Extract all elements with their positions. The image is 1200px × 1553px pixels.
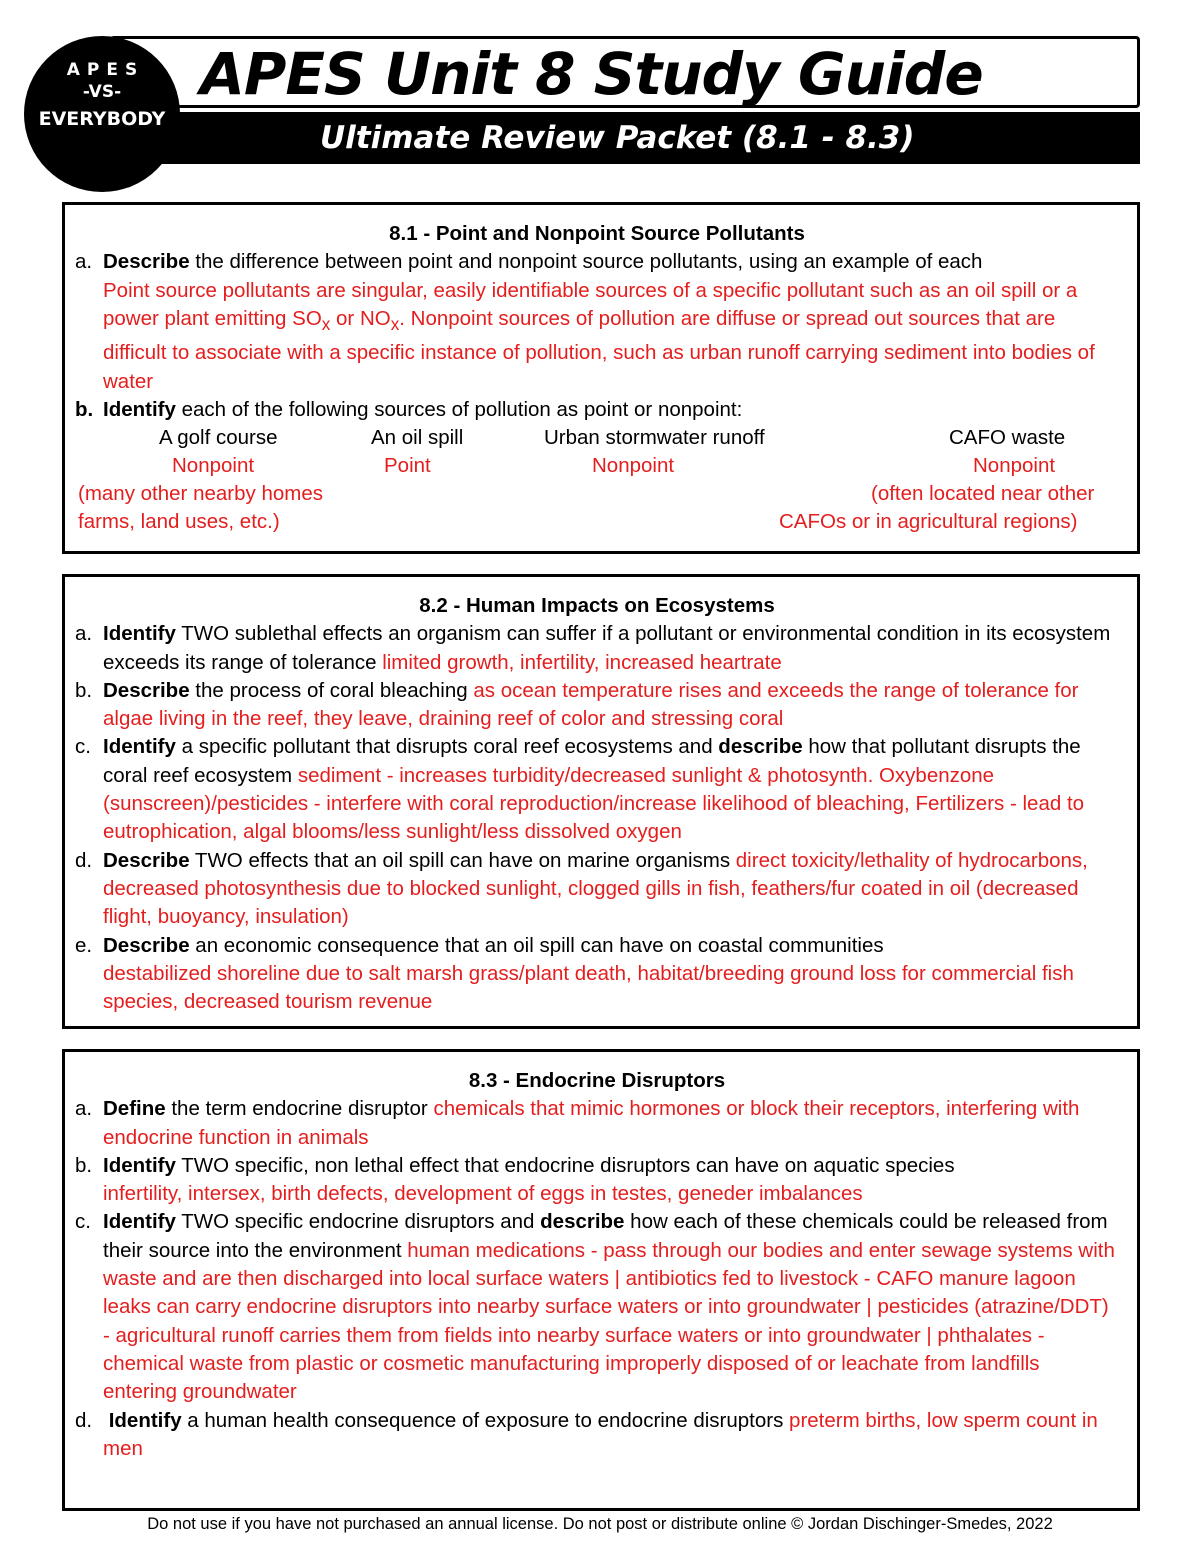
source-item: A golf course (159, 426, 278, 450)
question-d (75, 1407, 1119, 1464)
question-prompt: TWO sublethal effects an organism can suffer if a pollutant or environmental condition in its ecosystem exceeds its range of tolerance (103, 622, 1111, 674)
question-verb: Identify (103, 397, 176, 421)
question-prompt: a human health consequence of exposure to endocrine disruptors (181, 1408, 790, 1432)
source-item: CAFO waste (949, 426, 1066, 450)
note-text: (many other nearby homes (78, 482, 323, 506)
question-letter: b. (75, 1153, 93, 1177)
question-letter: b. (75, 678, 93, 702)
question-prompt: the difference between point and nonpoint source pollutants, using an example of each (189, 250, 983, 274)
question-verb: describe (540, 1210, 625, 1234)
section-title: 8.1 - Point and Nonpoint Source Pollutants (389, 222, 805, 245)
question-prompt: TWO specific endocrine disruptors and (175, 1210, 541, 1234)
question-verb: Identify (103, 1210, 176, 1234)
question-verb: Identify (108, 1408, 182, 1432)
question-letter: d. (75, 848, 93, 872)
section-8-3 (62, 1049, 1140, 1511)
question-letter: c. (75, 1210, 91, 1234)
classification-answer: Nonpoint (592, 454, 675, 478)
question-prompt: TWO specific, non lethal effect that endocrine disruptors can have on aquatic species (175, 1153, 955, 1177)
question-d (75, 847, 1119, 932)
question-prompt: TWO effects that an oil spill can have on marine organisms (189, 848, 736, 872)
answer-text: preterm births, low sperm count in men (103, 1408, 1098, 1460)
answer-text: destabilized shoreline due to salt marsh grass/plant death, habitat/breeding ground loss for commercial fish species, decreased tourism revenue (103, 961, 1074, 1014)
question-verb: Describe (103, 848, 190, 872)
question-prompt: the process of coral bleaching (189, 678, 474, 702)
classification-row (75, 452, 1119, 480)
question-prompt: how each of these chemicals could be released from their source into the environment (103, 1210, 1108, 1262)
question-letter: e. (75, 933, 93, 957)
answer-text: sediment - increases turbidity/decreased sunlight & photosynth. Oxybenzone (sunscreen)/pesticides - interfere with coral reproduction/increase likelihood of bleaching, Fertilizers - lead to eutrophication, algal blooms/less sunlight/less dissolved oxygen (103, 763, 1085, 844)
question-a (75, 620, 1119, 677)
answer-text: limited growth, infertility, increased heartrate (382, 650, 782, 674)
classification-answer: Nonpoint (973, 454, 1056, 478)
answer-text: Point source pollutants are singular, easily identifiable sources of a specific pollutant such as an oil spill or a power plant emitting $SO_x$ or $NO_x$. Nonpoint sources of pollution are diffuse or spread out sources that are difficult to associate with a specific instance of pollution, such as urban runoff carrying sediment into bodies of water (103, 278, 1095, 393)
page-title: APES Unit 8 Study Guide (200, 40, 983, 108)
classification-answer: Nonpoint (172, 454, 255, 478)
question-letter: b. (75, 397, 94, 421)
license-footer: Do not use if you have not purchased an annual license. Do not post or distribute online © Jordan Dischinger-Smedes, 2022 (147, 1515, 1053, 1533)
question-verb: Identify (103, 1153, 176, 1177)
logo-line-apes: APES (66, 60, 145, 80)
question-c (75, 1208, 1119, 1406)
page-subtitle: Ultimate Review Packet (8.1 - 8.3) (320, 120, 915, 156)
classification-answer: Point (384, 454, 431, 478)
question-letter: d. (75, 1408, 93, 1432)
source-item: An oil spill (371, 426, 464, 450)
section-8-2 (62, 574, 1140, 1029)
question-letter: c. (75, 735, 91, 759)
note-text: (often located near other (871, 482, 1095, 506)
question-verb: Identify (103, 622, 176, 646)
pollution-source-row (75, 424, 1119, 452)
answer-text: direct toxicity/lethality of hydrocarbons, decreased photosynthesis due to blocked sunlight, clogged gills in fish, feathers/fur coated in oil (decreased flight, buoyancy, insulation) (103, 848, 1088, 929)
note-row (75, 508, 1119, 536)
question-verb: describe (718, 735, 803, 759)
source-item: Urban stormwater runoff (544, 426, 765, 450)
question-e (75, 932, 1119, 1017)
answer-text: as ocean temperature rises and exceeds the range of tolerance for algae living in the reef, they leave, draining reef of color and stressing coral (103, 678, 1079, 731)
question-letter: a. (75, 250, 93, 274)
question-verb: Describe (103, 678, 190, 702)
note-text: farms, land uses, etc.) (78, 510, 280, 534)
question-prompt: each of the following sources of pollution as point or nonpoint: (175, 397, 743, 421)
question-verb: Define (103, 1097, 166, 1121)
section-8-1 (62, 202, 1140, 554)
logo-line-vs: -VS- (82, 82, 122, 102)
subscript-x: x (390, 314, 400, 334)
question-letter: a. (75, 622, 93, 646)
answer-text: human medications - pass through our bodies and enter sewage systems with waste and are then discharged into local surface waters | antibiotics fed to livestock - CAFO manure lagoon leaks can carry endocrine disruptors into nearby surface waters or into groundwater | pesticides (atrazine/DDT) - agricultural runoff carries them from fields into nearby surface waters or into groundwater | phthalates - chemical waste from plastic or cosmetic manufacturing improperly disposed of or leachate from landfills entering groundwater (103, 1238, 1115, 1404)
question-verb: Identify (103, 735, 176, 759)
answer-text: chemicals that mimic hormones or block their receptors, interfering with endocrine function in animals (103, 1097, 1080, 1149)
question-prompt: a specific pollutant that disrupts coral reef ecosystems and (175, 735, 719, 759)
question-b (75, 1152, 1119, 1209)
answer-text: infertility, intersex, birth defects, development of eggs in testes, geneder imbalances (103, 1182, 863, 1206)
question-verb: Describe (103, 933, 190, 957)
apes-vs-everybody-logo (24, 36, 180, 192)
question-c (75, 733, 1119, 846)
section-title: 8.3 - Endocrine Disruptors (468, 1069, 726, 1092)
question-b (75, 677, 1119, 734)
question-a (75, 248, 1119, 396)
note-text: CAFOs or in agricultural regions) (779, 510, 1078, 534)
logo-line-everybody: EVERYBODY (38, 108, 166, 130)
question-prompt: the term endocrine disruptor (165, 1097, 434, 1121)
question-prompt: an economic consequence that an oil spill can have on coastal communities (189, 933, 884, 957)
question-a (75, 1095, 1119, 1152)
subscript-x: x (321, 314, 331, 334)
question-letter: a. (75, 1097, 93, 1121)
question-verb: Describe (103, 250, 190, 274)
question-prompt: how that pollutant disrupts the coral reef ecosystem (103, 735, 1081, 787)
question-b (75, 396, 1119, 424)
section-title: 8.2 - Human Impacts on Ecosystems (419, 594, 775, 617)
note-row (75, 480, 1119, 508)
